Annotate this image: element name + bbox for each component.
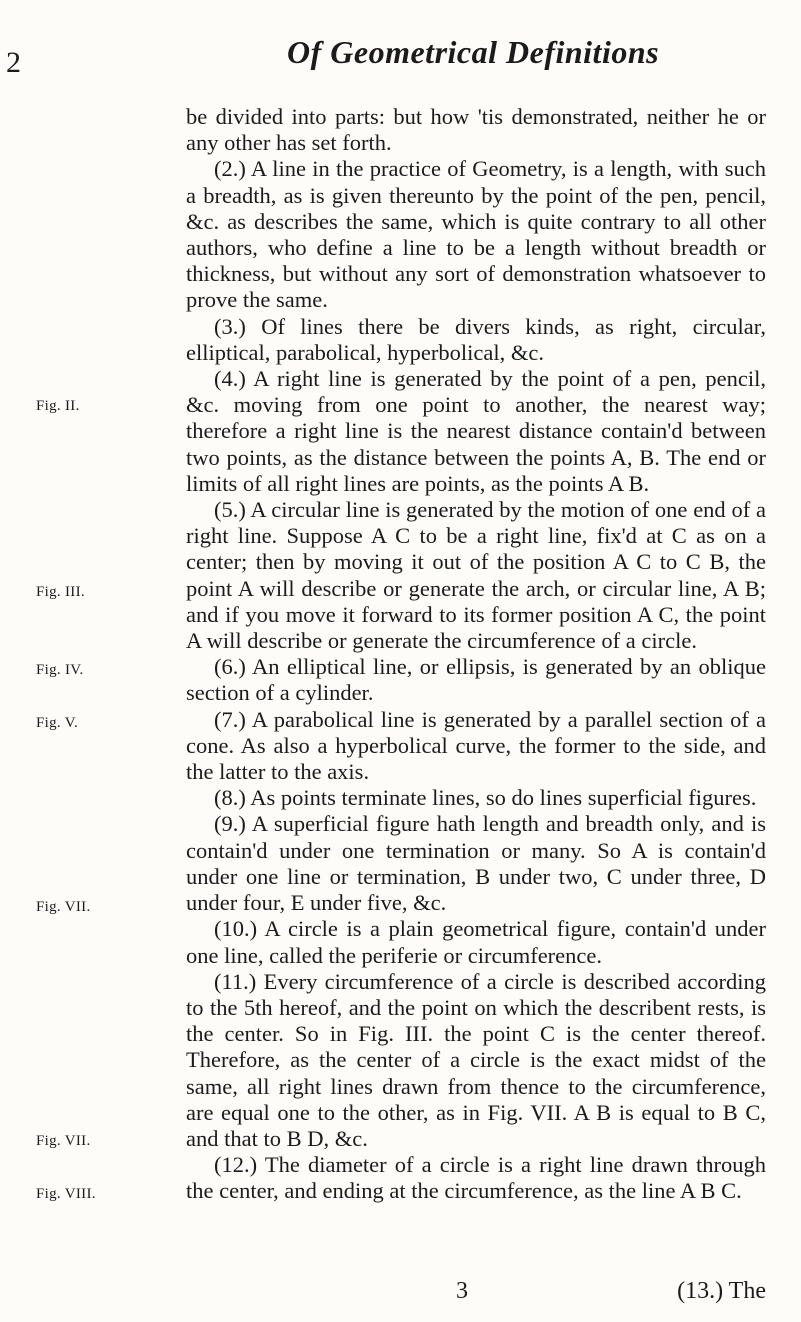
body-text bbox=[186, 104, 766, 1205]
paragraph: (12.) The diameter of a circle is a right line drawn through the center, and ending at the circumference, as the line A B C. bbox=[186, 1152, 766, 1204]
paragraph: (10.) A circle is a plain geometrical figure, contain'd under one line, called the periferie or circumference. bbox=[186, 916, 766, 968]
paragraph: (2.) A line in the practice of Geometry, is a length, with such a breadth, as is given thereunto by the point of the pen, pencil, &c. as describes the same, which is quite contrary to all other authors, who define a line to be a length without breadth or thickness, but without any sort of demonstration whatsoever to prove the same. bbox=[186, 156, 766, 313]
paragraph: (8.) As points terminate lines, so do lines superficial figures. bbox=[214, 785, 757, 811]
catchword: (13.) The bbox=[677, 1278, 766, 1304]
margin-note: Fig. V. bbox=[36, 715, 78, 731]
paragraph: (3.) Of lines there be divers kinds, as right, circular, elliptical, parabolical, hyperbolical, &c. bbox=[186, 313, 766, 365]
paragraph: (9.) A superficial figure hath length and breadth only, and is contain'd under one termination or many. So A is contain'd under one line or termination, B under two, C under three, D under four, E under five, &c. bbox=[186, 811, 766, 916]
margin-note: Fig. II. bbox=[36, 398, 80, 414]
page-number: 2 bbox=[6, 46, 21, 79]
page-footer bbox=[186, 1276, 766, 1312]
paragraph: (6.) An elliptical line, or ellipsis, is generated by an oblique section of a cylinder. bbox=[186, 654, 766, 706]
paragraph: be divided into parts: but how 'tis demonstrated, neither he or any other has set forth. bbox=[186, 104, 766, 156]
running-head: Of Geometrical Definitions bbox=[287, 34, 660, 70]
paragraph: (5.) A circular line is generated by the motion of one end of a right line. Suppose A C to be a right line, fix'd at C as on a center; then by moving it out of the position A C to C B, the point A will describe or generate the arch, or circular line, A B; and if you move it forward to its former position A C, the point A will describe or generate the circumference of a circle. bbox=[186, 497, 766, 654]
margin-note: Fig. VIII. bbox=[36, 1186, 96, 1202]
margin-note: Fig. III. bbox=[36, 584, 85, 600]
paragraph: (4.) A right line is generated by the point of a pen, pencil, &c. moving from one point to another, the nearest way; therefore a right line is the nearest distance contain'd between two points, as the distance between the points A, B. The end or limits of all right lines are points, as the points A B. bbox=[186, 366, 766, 496]
margin-note: Fig. VII. bbox=[36, 1133, 91, 1149]
paragraph: (11.) Every circumference of a circle is described according to the 5th hereof, and the point on which the describent rests, is the center. So in Fig. III. the point C is the center thereof. Therefore, as the center of a circle is the exact midst of the same, all right lines drawn from thence to the circumference, are equal one to the other, as in Fig. VII. A B is equal to B C, and that to B D, &c. bbox=[186, 968, 766, 1151]
margin-note: Fig. IV. bbox=[36, 662, 84, 678]
paragraph: (7.) A parabolical line is generated by a parallel section of a cone. As also a hyperbolical curve, the former to the side, and the latter to the axis. bbox=[186, 706, 766, 785]
margin-note: Fig. VII. bbox=[36, 899, 91, 915]
signature-mark: 3 bbox=[456, 1278, 468, 1304]
page-header bbox=[0, 24, 801, 79]
